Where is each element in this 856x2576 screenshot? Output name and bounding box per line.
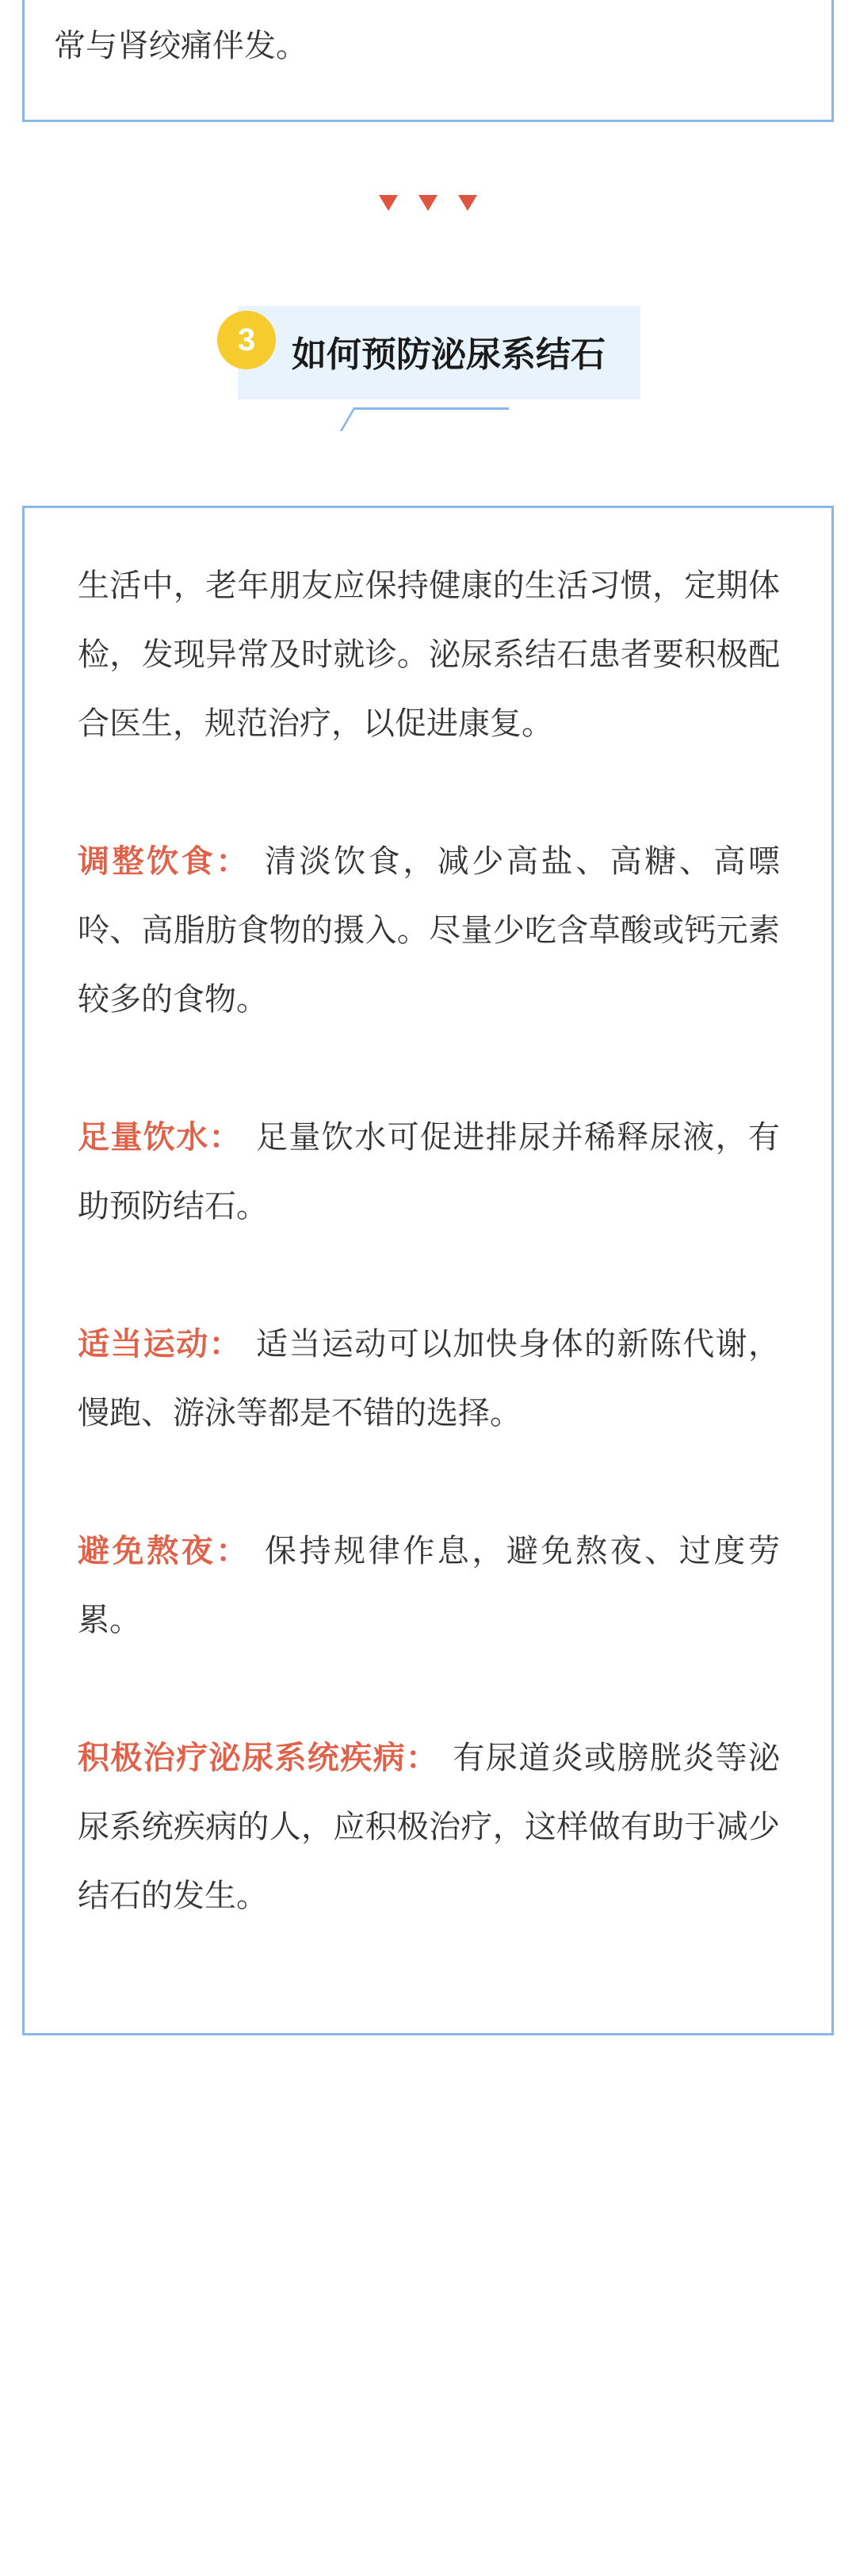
tip-text: 清淡饮食，减少高盐、高糖、高嘌呤、高脂肪食物的摄入。尽量少吃含草酸或钙元素较多的食物。	[78, 843, 781, 1018]
triangle-down-icon	[458, 195, 477, 211]
section-number-badge: 3	[217, 311, 276, 369]
tip-paragraph	[78, 827, 780, 1034]
tip-text: 适当运动可以加快身体的新陈代谢，慢跑、游泳等都是不错的选择。	[78, 1326, 780, 1431]
tip-paragraph	[78, 1103, 780, 1241]
tip-label: 调整饮食：	[78, 843, 250, 880]
tip-paragraph	[78, 1724, 780, 1931]
tip-text: 足量饮水可促进排尿并稀释尿液，有助预防结石。	[78, 1119, 780, 1225]
tip-text: 保持规律作息，避免熬夜、过度劳累。	[78, 1533, 781, 1638]
tip-label: 足量饮水：	[78, 1119, 242, 1156]
intro-paragraph: 生活中，老年朋友应保持健康的生活习惯，定期体检，发现异常及时就诊。泌尿系结石患者要积极配合医生，规范治疗，以促进康复。	[78, 568, 780, 742]
section-title: 如何预防泌尿系结石	[292, 334, 606, 375]
tip-label: 积极治疗泌尿系统疾病：	[78, 1740, 439, 1776]
section-divider	[379, 195, 477, 214]
tip-label: 避免熬夜：	[78, 1533, 250, 1569]
content-body	[78, 552, 780, 1931]
tip-label: 适当运动：	[78, 1326, 242, 1363]
previous-section-tail-text: 常与肾绞痛伴发。	[54, 28, 308, 64]
triangle-down-icon	[379, 195, 398, 211]
tip-paragraph	[78, 1517, 780, 1655]
heading-underline-tick	[340, 407, 356, 431]
tip-paragraph	[78, 1310, 780, 1448]
triangle-down-icon	[418, 195, 438, 211]
tip-text: 有尿道炎或膀胱炎等泌尿系统疾病的人，应积极治疗，这样做有助于减少结石的发生。	[78, 1740, 781, 1914]
heading-underline	[353, 407, 509, 410]
